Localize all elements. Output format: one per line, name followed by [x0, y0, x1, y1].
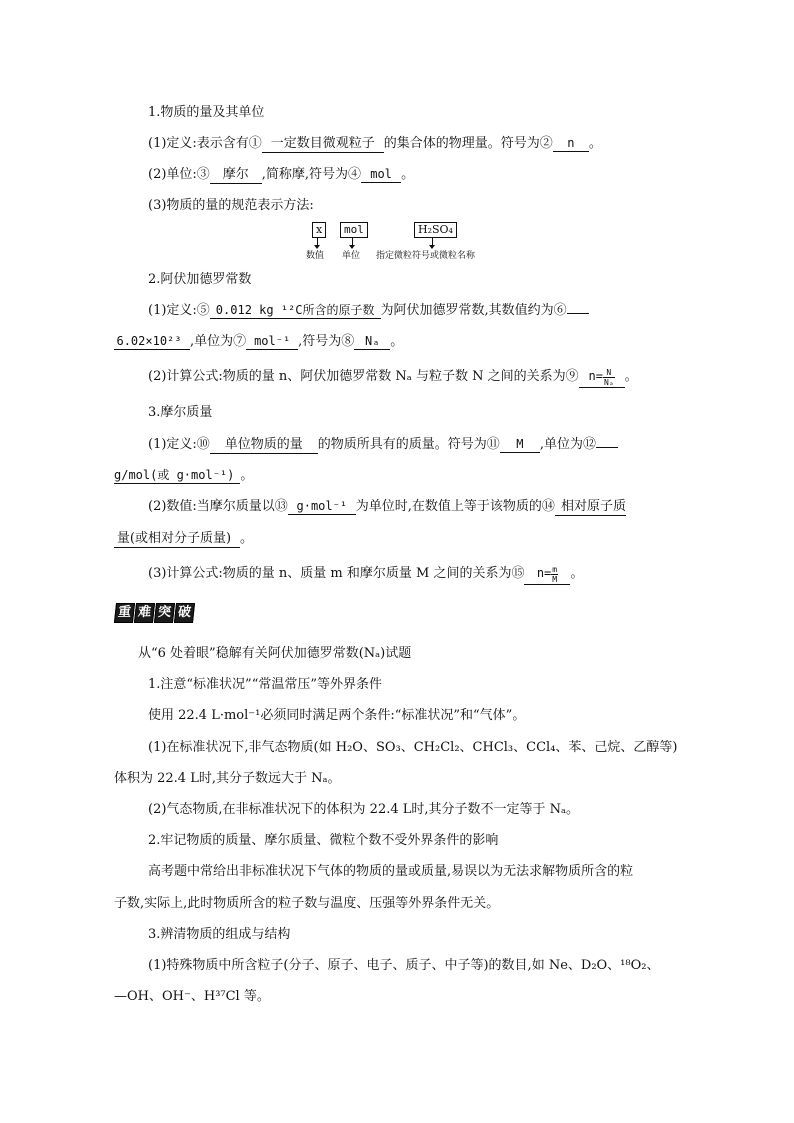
- diagram-box-value: x: [312, 222, 326, 238]
- diagram-box-unit: mol: [340, 222, 368, 238]
- s2-definition: (1)定义:⑤ 0.012 kg ¹²C所含的原子数 为阿伏加德罗常数,其数值约为⑥: [148, 302, 589, 320]
- p2-line2: 子数,实际上,此时物质所含的粒子数与温度、压强等外界条件无关。: [114, 896, 500, 911]
- fraction: $\frac{m}{M}$: [552, 565, 558, 584]
- p1-a-line2: 体积为 22.4 L时,其分子数远大于 Nₐ。: [114, 771, 341, 786]
- diagram-label-species: 指定微粒符号或微粒名称: [376, 251, 476, 261]
- p1-b: (2)气态物质,在非标准状况下的体积为 22.4 L时,其分子数不一定等于 Nₐ。: [148, 802, 580, 817]
- diagram-label-value: 数值: [306, 251, 325, 261]
- section-1-title: 1.物质的量及其单位: [148, 105, 265, 120]
- p3-title: 3.辨清物质的组成与结构: [148, 927, 291, 942]
- s1-definition: (1)定义:表示含有① 一定数目微观粒子 的集合体的物理量。符号为② n 。: [148, 136, 602, 151]
- notation-diagram: [300, 222, 500, 262]
- blank-8: Nₐ: [354, 333, 390, 350]
- p1-text: 使用 22.4 L·mol⁻¹必须同时满足两个条件:“标准状况”和“气体”。: [148, 708, 526, 723]
- blank-14: 相对原子质: [555, 499, 626, 516]
- s2-definition-cont: 6.02×10²³ ,单位为⑦ mol⁻¹ ,符号为⑧ Nₐ 。: [114, 333, 403, 351]
- s3-value-cont: 量(或相对分子质量) 。: [114, 530, 253, 548]
- fraction: $\frac{N}{\text{Nₐ}}$: [604, 368, 614, 387]
- blank-15: n= $\frac{m}{M}$: [524, 565, 570, 585]
- key-difficulty-badge: 重 难 突 破: [115, 603, 194, 623]
- arrow-down-icon: [432, 238, 433, 246]
- s3-formula: (3)计算公式:物质的量 n、质量 m 和摩尔质量 M 之间的关系为⑮ n= $\frac{m}{M}$ 。: [148, 565, 584, 584]
- arrow-down-icon: [352, 238, 353, 246]
- p3-line1: (1)特殊物质中所含粒子(分子、原子、电子、质子、中子等)的数目,如 Ne、D₂O、¹⁸O₂、: [148, 958, 660, 973]
- s1-norm-title: (3)物质的量的规范表示方法:: [148, 198, 314, 213]
- blank-10: 单位物质的量: [210, 437, 318, 454]
- blank-1: 一定数目微观粒子: [262, 136, 384, 153]
- p3-line2: —OH、OH⁻、H³⁷Cl 等。: [114, 989, 270, 1004]
- s2-formula: (2)计算公式:物质的量 n、阿伏加德罗常数 Nₐ 与粒子数 N 之间的关系为⑨ n= $\frac{N}{\text{Nₐ}}$ 。: [148, 368, 638, 387]
- blank-5: 0.012 kg ¹²C所含的原子数: [210, 302, 381, 319]
- p2-title: 2.牢记物质的质量、摩尔质量、微粒个数不受外界条件的影响: [148, 833, 499, 848]
- blank-3: 摩尔: [210, 167, 262, 184]
- section-3-title: 3.摩尔质量: [148, 405, 213, 420]
- blank-9: n= $\frac{N}{\text{Nₐ}}$: [579, 368, 625, 388]
- s1-unit: (2)单位:③ 摩尔 ,简称摩,符号为④ mol 。: [148, 167, 415, 182]
- p2-line1: 高考题中常给出非标准状况下气体的物质的量或质量,易误以为无法求解物质所含的粒: [148, 864, 634, 879]
- part2-intro: 从“6 处着眼”稳解有关阿伏加德罗常数(Nₐ)试题: [138, 646, 412, 661]
- blank-12: g/mol(或 g·mol⁻¹): [114, 467, 240, 484]
- p1-a-line1: (1)在标准状况下,非气态物质(如 H₂O、SO₃、CH₂Cl₂、CHCl₃、CCl₄、苯、己烷、乙醇等): [148, 740, 678, 755]
- arrow-down-icon: [317, 238, 318, 246]
- blank-4: mol: [361, 166, 401, 183]
- s3-definition: (1)定义:⑩ 单位物质的量 的物质所具有的质量。符号为⑪ M ,单位为⑫: [148, 436, 618, 454]
- p1-title: 1.注意“标准状况”“常温常压”等外界条件: [148, 677, 382, 692]
- s3-definition-cont: g/mol(或 g·mol⁻¹) 。: [114, 468, 254, 483]
- diagram-label-unit: 单位: [342, 251, 361, 261]
- blank-13: g·mol⁻¹: [288, 498, 356, 515]
- s3-value: (2)数值:当摩尔质量以⑬ g·mol⁻¹ 为单位时,在数值上等于该物质的⑭ 相对原子质: [148, 499, 626, 514]
- section-2-title: 2.阿伏加德罗常数: [148, 272, 252, 287]
- blank-7: mol⁻¹: [246, 333, 298, 350]
- blank-11: M: [500, 436, 540, 453]
- diagram-box-species: H₂SO₄: [414, 222, 457, 238]
- blank-2: n: [553, 135, 589, 152]
- blank-6: 6.02×10²³: [114, 333, 190, 350]
